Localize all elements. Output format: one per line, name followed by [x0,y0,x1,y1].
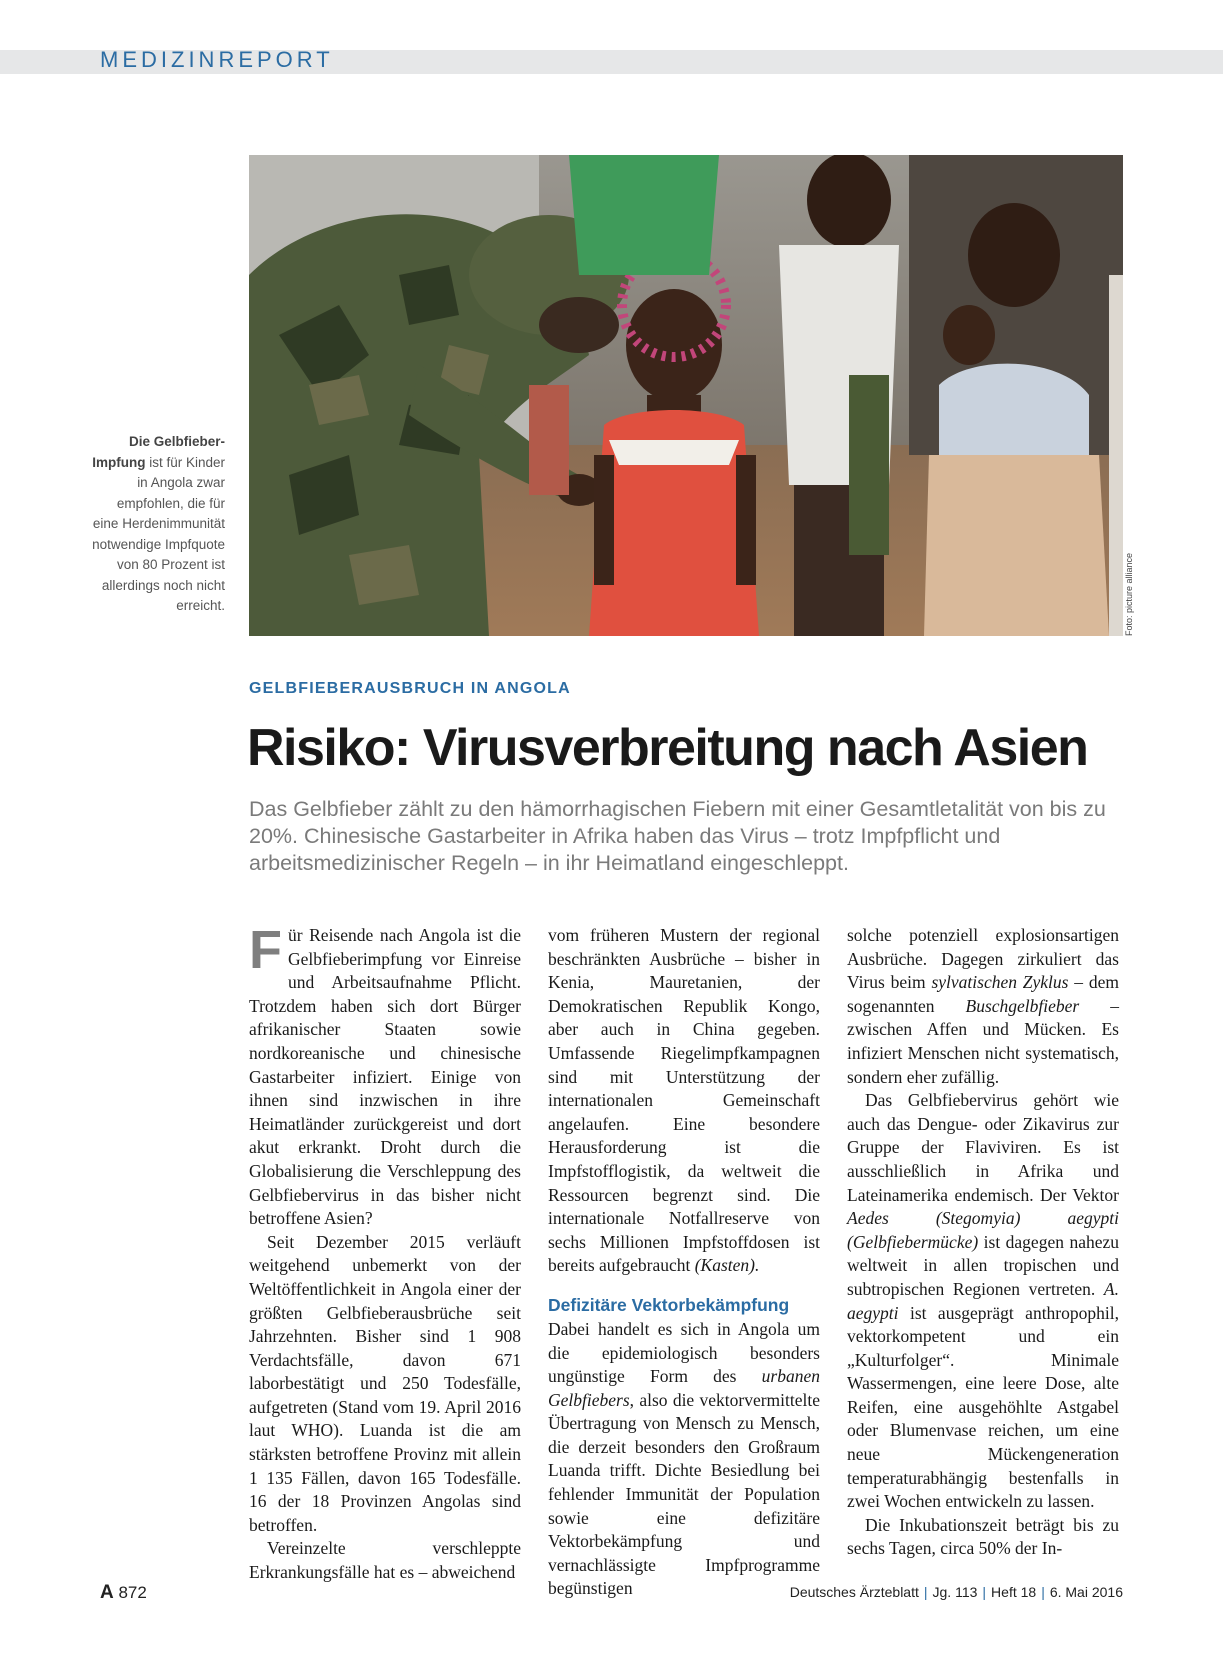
drop-cap: F [249,920,282,980]
paragraph-text: ist dagegen nahezu weltweit in allen tropischen und subtropischen Regionen vertreten. [847,1231,1119,1299]
paragraph [249,920,521,1231]
paragraph-italic: Buschgelbfieber [965,995,1080,1016]
paragraph [548,924,820,1278]
article-photo [249,155,1123,636]
paragraph-text: , also die vektorvermittelte Übertragung von Mensch zu Mensch, die derzeit besonders den Großraum Luanda trifft. Dichte Besiedlung bei fehlender Immunität der Population sowie eine defizitäre Vektorbekämpfung und vernachlässigte Impfprogramme begünstigen [548,1389,820,1599]
journal-footer [790,1584,1123,1600]
journal-date: 6. Mai 2016 [1049,1584,1123,1600]
page-number-value: 872 [118,1583,147,1602]
paragraph-text: ist ausgeprägt anthropophil, vektorkompetent und ein „Kulturfolger“. Minimale Wassermengen, eine leere Dose, alte Reifen, eine ausgehöhlte Astgabel oder Blumenvase reichen, um eine neue Mückengeneration temperaturabhängig bestenfalls in zwei Wochen entwickeln zu lassen. [847,1302,1119,1512]
paragraph-text: Das Gelbfiebervirus gehört wie auch das Dengue- oder Zikavirus zur Gruppe der Flaviviren. Es ist ausschließlich in Afrika und Lateinamerika endemisch. Der Vektor [847,1090,1119,1205]
journal-name: Deutsches Ärzteblatt [789,1584,919,1600]
paragraph-text: ür Reisende nach Angola ist die Gelbfieberimpfung vor Einreise und Arbeitsaufnahme Pflicht. Trotzdem haben sich dort Bürger afrikanischer Staaten sowie nordkoreanische und chinesische Gastarbeiter infiziert. Einige von ihnen sind inzwischen in ihre Heimatländer zurückgereist und dort akut erkrankt. Droht durch die Globalisierung die Verschleppung des Gelbfiebervirus in das bisher nicht betroffene Asien? [249,925,521,1229]
article-column-1 [249,920,521,1585]
section-subheading: Defizitäre Vektorbekämpfung [548,1294,790,1315]
paragraph: Die Inkubationszeit beträgt bis zu sechs Tagen, circa 50% der In- [847,1514,1119,1559]
footer-separator: | [982,1584,987,1600]
paragraph-text: solche potenziell explosionsartigen Ausbrüche. Dagegen zirkuliert das Virus beim [847,925,1119,993]
paragraph-italic: sylvatischen Zyklus [931,972,1069,993]
paragraph [548,1318,820,1601]
paragraph-text: Dabei handelt es sich in Angola um die epidemiologisch besonders ungünstige Form des [548,1318,820,1387]
caption-bold: Die Gelbfieber-Impfung [92,434,225,470]
paragraph-italic: Aedes (Stegomyia) aegypti (Gelbfiebermücke) [847,1208,1119,1252]
journal-volume: Jg. 113 [932,1584,978,1600]
article-kicker: GELBFIEBERAUSBRUCH IN ANGOLA [249,680,571,697]
paragraph-italic: urbanen Gelbfiebers [548,1366,820,1410]
section-label: MEDIZINREPORT [100,47,334,72]
photo-credit: Foto: picture alliance [1124,552,1134,636]
page-number [100,1582,147,1604]
article-column-3 [847,924,1119,1561]
article-column-2 [548,924,820,1601]
paragraph: Seit Dezember 2015 verläuft weitgehend unbemerkt von der Weltöffentlichkeit in Angola einer der größten Gelbfieberausbrüche seit Jahrzehnten. Bisher sind 1 908 Verdachtsfälle, davon 671 laborbestätigt und 250 Todesfälle, aufgetreten (Stand vom 19. April 2016 laut WHO). Luanda ist die am stärksten betroffene Provinz mit allein 1 135 Fällen, davon 165 Todesfälle. 16 der 18 Provinzen Angolas sind betroffen. [249,1231,521,1535]
article-lead: Das Gelbfieber zählt zu den hämorrhagischen Fiebern mit einer Gesamtletalität von bis zu 20%. Chinesische Gastarbeiter in Afrika haben das Virus – trotz Impfpflicht und arbeitsmedizinischer Regeln – in ihr Heimatland eingeschleppt. [249,797,1106,875]
journal-issue: Heft 18 [991,1584,1037,1600]
paragraph-italic: (Kasten). [694,1255,760,1276]
page-prefix: A [100,1582,114,1603]
paragraph-text: – zwischen Affen und Mücken. Es infiziert Menschen nicht systematisch, sondern eher zufällig. [847,995,1119,1087]
paragraph [847,1089,1119,1514]
photo-caption [88,432,225,617]
paragraph: Vereinzelte verschleppte Erkrankungsfälle hat es – abweichend [249,1538,521,1583]
paragraph-italic: A. aegypti [847,1278,1119,1323]
paragraph [847,924,1119,1089]
paragraph-text: – dem sogenannten [847,972,1119,1016]
paragraph-text: vom früheren Mustern der regional beschränkten Ausbrüche – bisher in Kenia, Mauretanien, der Demokratischen Republik Kongo, aber auch in China gegeben. Umfassende Riegelimpfkampagnen sind mit Unterstützung der internationalen Gemeinschaft angelaufen. Eine besondere Herausforderung ist die Impfstofflogistik, da weltweit die Ressourcen begrenzt sind. Die internationale Notfallreserve von sechs Millionen Impfstoffdosen ist bereits aufgebraucht [548,925,820,1276]
caption-text: ist für Kinder in Angola zwar empfohlen, die für eine Herdenimmunität notwendige Impfquote von 80 Prozent ist allerdings noch nicht erreicht. [92,454,225,613]
footer-separator: | [1041,1584,1045,1600]
article-title: Risiko: Virusverbreitung nach Asien [247,719,1088,777]
footer-separator: | [923,1584,928,1600]
